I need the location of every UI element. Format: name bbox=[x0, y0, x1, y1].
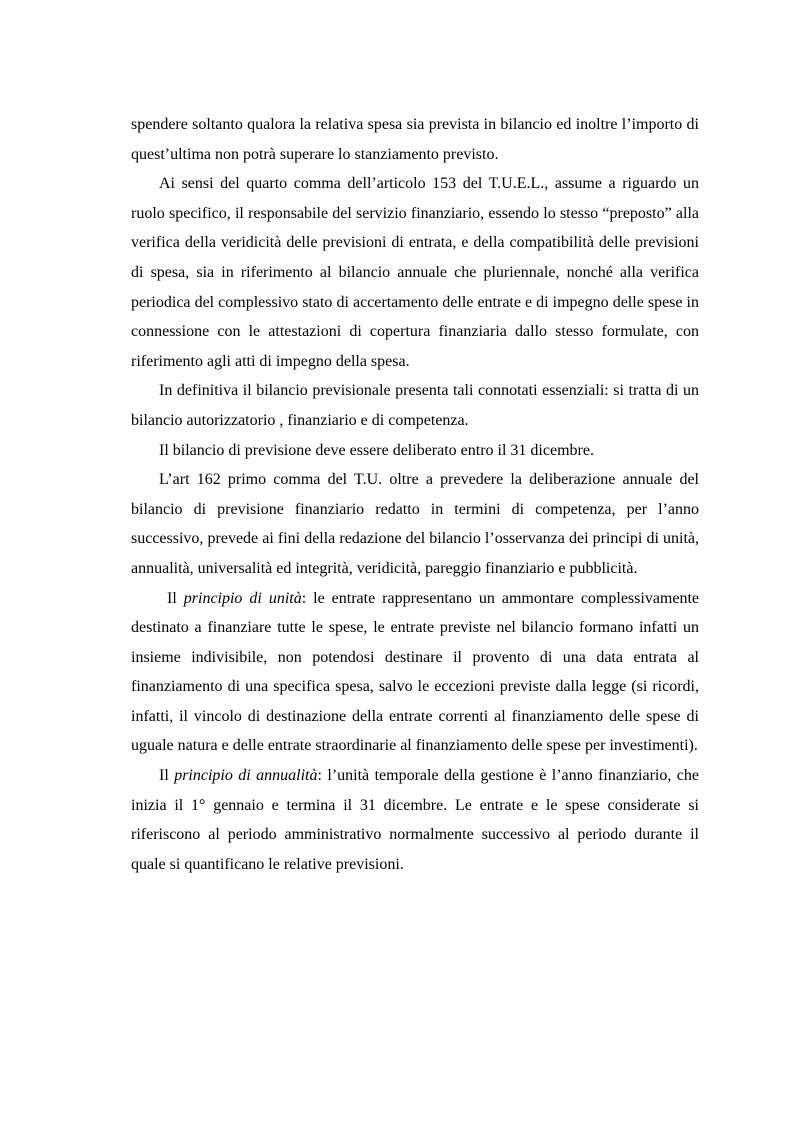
principio-annualita-lead: Il bbox=[159, 767, 175, 785]
principio-annualita-body: : l’unità temporale della gestione è l’anno finanziario, che inizia il 1° gennaio e termina il 31 dicembre. Le entrate e le spese considerate si riferiscono al periodo amministrativo normalmente successivo al periodo durante il quale si quantificano le relative previsioni. bbox=[131, 767, 699, 873]
paragraph-principio-unita bbox=[131, 584, 699, 762]
paragraph-connotati-essenziali: In definitiva il bilancio previsionale presenta tali connotati essenziali: si tratta di un bilancio autorizzatorio , finanziario e di competenza. bbox=[131, 382, 699, 429]
document-page bbox=[131, 110, 699, 879]
paragraph-principio-annualita bbox=[131, 761, 699, 879]
principio-unita-lead: Il bbox=[167, 589, 184, 607]
paragraph-deliberazione-data: Il bilancio di previsione deve essere deliberato entro il 31 dicembre. bbox=[159, 441, 594, 459]
principio-annualita-term: principio di annualità bbox=[174, 767, 318, 785]
paragraph-art-162: L’art 162 primo comma del T.U. oltre a prevedere la deliberazione annuale del bilancio di previsione finanziario redatto in termini di competenza, per l’anno successivo, prevede ai fini della redazione del bilancio l’osservanza dei principi di unità, annualità, universalità ed integrità, veridicità, pareggio finanziario e pubblicità. bbox=[131, 471, 699, 577]
paragraph-responsabile-servizio: Ai sensi del quarto comma dell’articolo 153 del T.U.E.L., assume a riguardo un ruolo specifico, il responsabile del servizio finanziario, essendo lo stesso “preposto” alla verifica della veridicità delle previsioni di entrata, e della compatibilità delle previsioni di spesa, sia in riferimento al bilancio annuale che pluriennale, nonché alla verifica periodica del complessivo stato di accertamento delle entrate e di impegno delle spese in connessione con le attestazioni di copertura finanziaria dallo stesso formulate, con riferimento agli atti di impegno della spesa. bbox=[131, 175, 699, 370]
principio-unita-body: : le entrate rappresentano un ammontare complessivamente destinato a finanziare tutte le spese, le entrate previste nel bilancio formano infatti un insieme indivisibile, non potendosi destinare il provento di una data entrata al finanziamento di una specifica spesa, salvo le eccezioni previste dalla legge (si ricordi, infatti, il vincolo di destinazione della entrate correnti al finanziamento delle spese di uguale natura e delle entrate straordinarie al finanziamento delle spese per investimenti). bbox=[131, 589, 700, 755]
paragraph-continuation: spendere soltanto qualora la relativa spesa sia prevista in bilancio ed inoltre l’importo di quest’ultima non potrà superare lo stanziamento previsto. bbox=[131, 116, 699, 163]
principio-unita-term: principio di unità bbox=[183, 589, 302, 607]
